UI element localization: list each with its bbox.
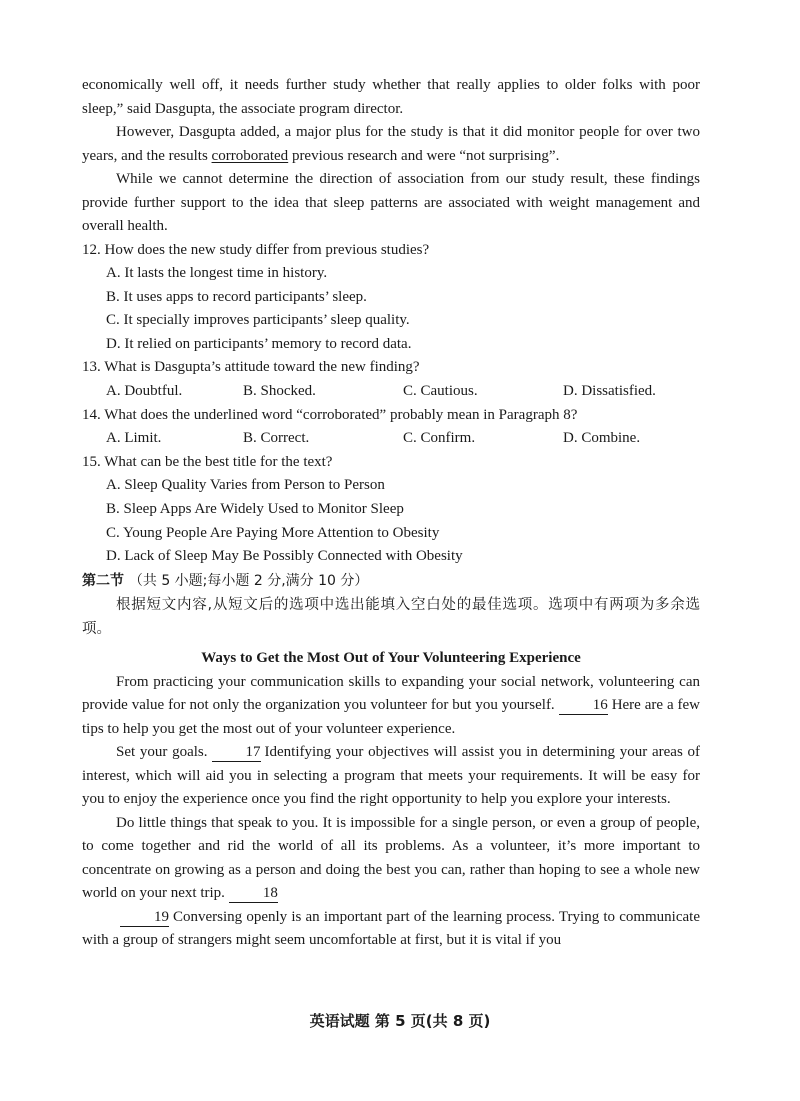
article-paragraph: 19 Conversing openly is an important part of the learning process. Trying to communicate with a group of strangers might seem uncomfortable at first, but it is vital if you bbox=[82, 908, 700, 949]
options-row bbox=[106, 380, 700, 404]
section-heading: 第二节 （共 5 小题;每小题 2 分,满分 10 分） bbox=[82, 572, 369, 589]
question-12 bbox=[82, 239, 700, 357]
options-row bbox=[106, 427, 700, 451]
option: C. Confirm. bbox=[403, 430, 476, 447]
question-stem: 12. How does the new study differ from previous studies? bbox=[82, 241, 430, 258]
underlined-word: corroborated bbox=[211, 147, 289, 164]
article-paragraph: Set your goals. 17 Identifying your objectives will assist you in determining your areas of interest, which will aid you in selecting a program that meets your requirements. It will be easy for you to enjoy the experience once you find the right opportunity to help you explore your interests. bbox=[82, 744, 700, 808]
option: B. It uses apps to record participants’ sleep. bbox=[106, 288, 367, 305]
question-15 bbox=[82, 451, 700, 569]
question-13 bbox=[82, 356, 700, 403]
question-stem: 15. What can be the best title for the text? bbox=[82, 453, 333, 470]
option: A. Limit. bbox=[106, 430, 162, 447]
blank-17: 17 bbox=[212, 744, 261, 762]
option: D. It relied on participants’ memory to record data. bbox=[106, 335, 412, 352]
blank-16: 16 bbox=[559, 697, 608, 715]
option: C. Young People Are Paying More Attention to Obesity bbox=[106, 524, 440, 541]
section-instructions: 根据短文内容,从短文后的选项中选出能填入空白处的最佳选项。选项中有两项为多余选项。 bbox=[82, 596, 700, 637]
option: B. Shocked. bbox=[243, 383, 316, 400]
passage-paragraph: While we cannot determine the direction of association from our study result, these findings provide further support to the idea that sleep patterns are associated with weight management and overall health. bbox=[82, 171, 700, 234]
option: D. Lack of Sleep May Be Possibly Connected with Obesity bbox=[106, 548, 463, 565]
question-14 bbox=[82, 404, 700, 451]
passage-paragraph: However, Dasgupta added, a major plus for the study is that it did monitor people for over two years, and the results corroborated previous research and were “not surprising”. bbox=[82, 124, 700, 164]
question-stem: 14. What does the underlined word “corroborated” probably mean in Paragraph 8? bbox=[82, 406, 578, 423]
option: D. Combine. bbox=[563, 430, 641, 447]
page-content bbox=[82, 74, 700, 953]
article-title: Ways to Get the Most Out of Your Volunteering Experience bbox=[201, 649, 581, 666]
option: D. Dissatisfied. bbox=[563, 383, 656, 400]
option: B. Correct. bbox=[243, 430, 310, 447]
option: A. Sleep Quality Varies from Person to Person bbox=[106, 477, 385, 494]
option: A. It lasts the longest time in history. bbox=[106, 265, 328, 282]
section-subheading: （共 5 小题;每小题 2 分,满分 10 分） bbox=[128, 572, 369, 589]
article-paragraph: Do little things that speak to you. It is impossible for a single person, or even a group of people, to come together and rid the world of all its problems. As a volunteer, it’s more important to concentrate on growing as a person and doing the best you can, rather than hoping to see a whole new world on your next trip. 18 bbox=[82, 814, 700, 902]
page-footer: 英语试题 第 5 页(共 8 页) bbox=[309, 1012, 491, 1030]
option: A. Doubtful. bbox=[106, 383, 183, 400]
option: C. Cautious. bbox=[403, 383, 478, 400]
passage-paragraph: economically well off, it needs further study whether that really applies to older folks with poor sleep,” said Dasgupta, the associate program director. bbox=[82, 77, 700, 117]
question-stem: 13. What is Dasgupta’s attitude toward the new finding? bbox=[82, 359, 420, 376]
article-paragraph: From practicing your communication skills to expanding your social network, volunteering can provide value for not only the organization you volunteer for but you yourself. 16 Here are a few tips to help you get the most out of your volunteer experience. bbox=[82, 673, 700, 737]
option: B. Sleep Apps Are Widely Used to Monitor Sleep bbox=[106, 501, 404, 518]
option: C. It specially improves participants’ sleep quality. bbox=[106, 312, 410, 329]
blank-19: 19 bbox=[120, 909, 169, 927]
blank-18: 18 bbox=[229, 885, 278, 903]
